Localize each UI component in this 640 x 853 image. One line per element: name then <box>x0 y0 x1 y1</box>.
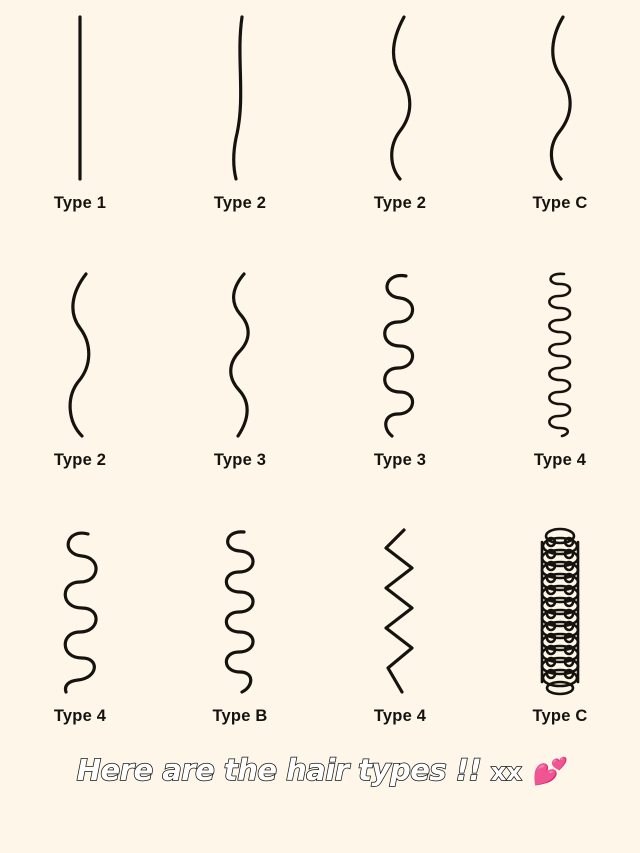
hair-strand-wavy-tight-icon <box>160 257 320 447</box>
hair-type-label: Type B <box>212 707 268 726</box>
hair-type-cell <box>320 513 480 770</box>
hair-strand-slight-bend-icon <box>160 0 320 190</box>
hair-strand-straight-icon <box>0 0 160 190</box>
caption-main: Here are the hair types !! <box>76 753 482 787</box>
hair-type-cell <box>0 513 160 770</box>
hair-type-cell <box>160 0 320 257</box>
hair-type-label: Type 1 <box>53 194 107 212</box>
hair-type-cell <box>480 0 640 257</box>
hair-strand-zigzag-icon <box>320 513 480 703</box>
hair-strand-curly-spiral-large-icon <box>0 513 160 703</box>
hair-type-label: Type C <box>532 194 588 212</box>
bottom-spacer <box>0 798 640 853</box>
hair-type-label: Type 3 <box>213 450 267 469</box>
hair-type-cell <box>320 257 480 514</box>
hair-type-cell <box>0 0 160 257</box>
hair-type-label: Type 4 <box>53 707 107 726</box>
hair-type-cell <box>320 0 480 257</box>
hair-strand-curly-spiral-icon <box>320 257 480 447</box>
hair-type-label: Type 2 <box>53 450 107 469</box>
hair-type-label: Type 2 <box>213 194 267 212</box>
hair-type-label: Type 4 <box>373 707 427 726</box>
hair-strand-wavy-medium-icon <box>0 257 160 447</box>
hair-type-cell <box>160 513 320 770</box>
heart-icon: 💕 <box>531 757 564 787</box>
caption-text <box>77 753 564 787</box>
hair-strand-coily-beaded-icon <box>480 513 640 703</box>
hair-type-cell <box>0 257 160 514</box>
hair-strand-curly-spiral-medium-icon <box>160 513 320 703</box>
hair-type-label: Type 2 <box>373 194 427 212</box>
hair-type-cell <box>160 257 320 514</box>
caption-suffix: xx <box>490 758 522 786</box>
hair-type-cell <box>480 257 640 514</box>
hair-strand-wavy-loose-icon <box>320 0 480 190</box>
caption-bar <box>0 742 640 798</box>
hair-type-label: Type 4 <box>533 450 587 469</box>
hair-type-label: Type C <box>532 707 588 726</box>
hair-strand-wavy-loose-icon <box>480 0 640 190</box>
hair-type-cell <box>480 513 640 770</box>
hair-type-label: Type 3 <box>373 450 427 469</box>
hair-strand-coily-tight-icon <box>480 257 640 447</box>
